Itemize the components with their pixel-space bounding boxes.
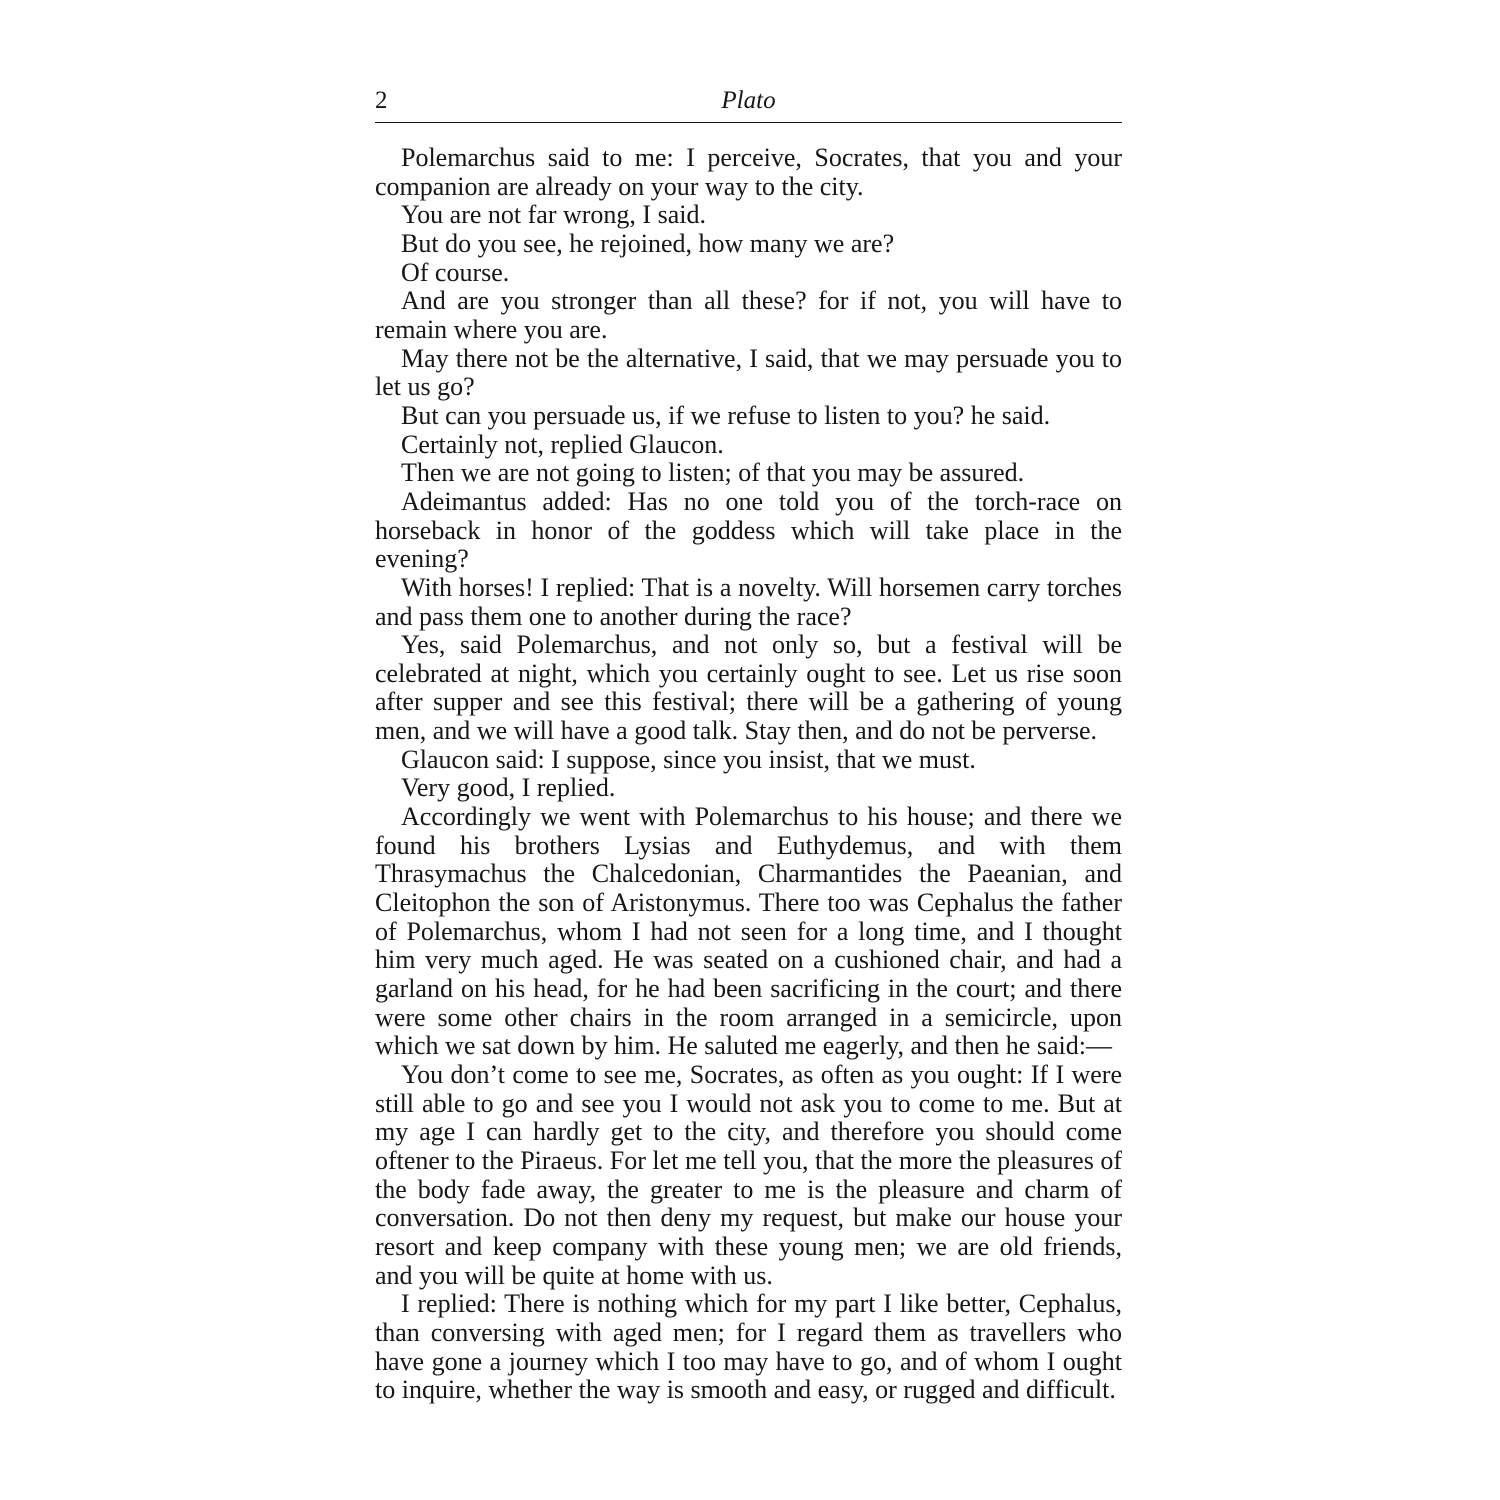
book-page: [375, 82, 1122, 1405]
page-number: 2: [375, 87, 388, 114]
paragraph: May there not be the alternative, I said, that we may persuade you to let us go?: [375, 343, 1122, 402]
paragraph: Adeimantus added: Has no one told you of the torch-race on horseback in honor of the goddess which will take place in the evening?: [375, 486, 1122, 574]
paragraph: Then we are not going to listen; of that you may be assured.: [401, 458, 1025, 488]
paragraph: Of course.: [401, 257, 510, 287]
paragraph: Polemarchus said to me: I perceive, Socrates, that you and your companion are already on your way to the city.: [375, 143, 1122, 201]
paragraph: Very good, I replied.: [401, 773, 616, 803]
paragraph: Yes, said Polemarchus, and not only so, but a festival will be celebrated at night, which you certainly ought to see. Let us rise soon after supper and see this festival; there will be a gathering of young men, and we will have a good talk. Stay then, and do not be perverse.: [375, 630, 1122, 746]
paragraph: You are not far wrong, I said.: [401, 200, 706, 230]
text-body: [375, 144, 1122, 1405]
paragraph: Glaucon said: I suppose, since you insist, that we must.: [401, 744, 976, 774]
paragraph: And are you stronger than all these? for if not, you will have to remain where you are.: [375, 286, 1122, 344]
paragraph: But do you see, he rejoined, how many we are?: [401, 228, 895, 258]
running-title: Plato: [721, 87, 776, 114]
paragraph: You don’t come to see me, Socrates, as often as you ought: If I were still able to go and see you I would not ask you to come to me. But at my age I can hardly get to the city, and therefore you should come oftener to the Piraeus. For let me tell you, that the more the pleasures of the body fade away, the greater to me is the pleasure and charm of conversation. Do not then deny my request, but make our house your resort and keep company with these young men; we are old friends, and you will be quite at home with us.: [375, 1060, 1122, 1290]
paragraph: With horses! I replied: That is a novelty. Will horsemen carry torches and pass them one to another during the race?: [375, 572, 1122, 631]
paragraph: Accordingly we went with Polemarchus to his house; and there we found his brothers Lysias and Euthydemus, and with them Thrasymachus the Chalcedonian, Charmantides the Paeanian, and Cleitophon the son of Aristonymus. There too was Cephalus the father of Polemarchus, whom I had not seen for a long time, and I thought him very much aged. He was seated on a cushioned chair, and had a garland on his head, for he had been sacrificing in the court; and there were some other chairs in the room arranged in a semicircle, upon which we sat down by him. He saluted me eagerly, and then he said:—: [375, 802, 1122, 1061]
running-header: [375, 82, 1122, 123]
paragraph: But can you persuade us, if we refuse to listen to you? he said.: [401, 400, 1051, 430]
paragraph: Certainly not, replied Glaucon.: [401, 429, 724, 459]
paragraph: I replied: There is nothing which for my part I like better, Cephalus, than conversing with aged men; for I regard them as travellers who have gone a journey which I too may have to go, and of whom I ought to inquire, whether the way is smooth and easy, or rugged and difficult.: [375, 1289, 1122, 1405]
